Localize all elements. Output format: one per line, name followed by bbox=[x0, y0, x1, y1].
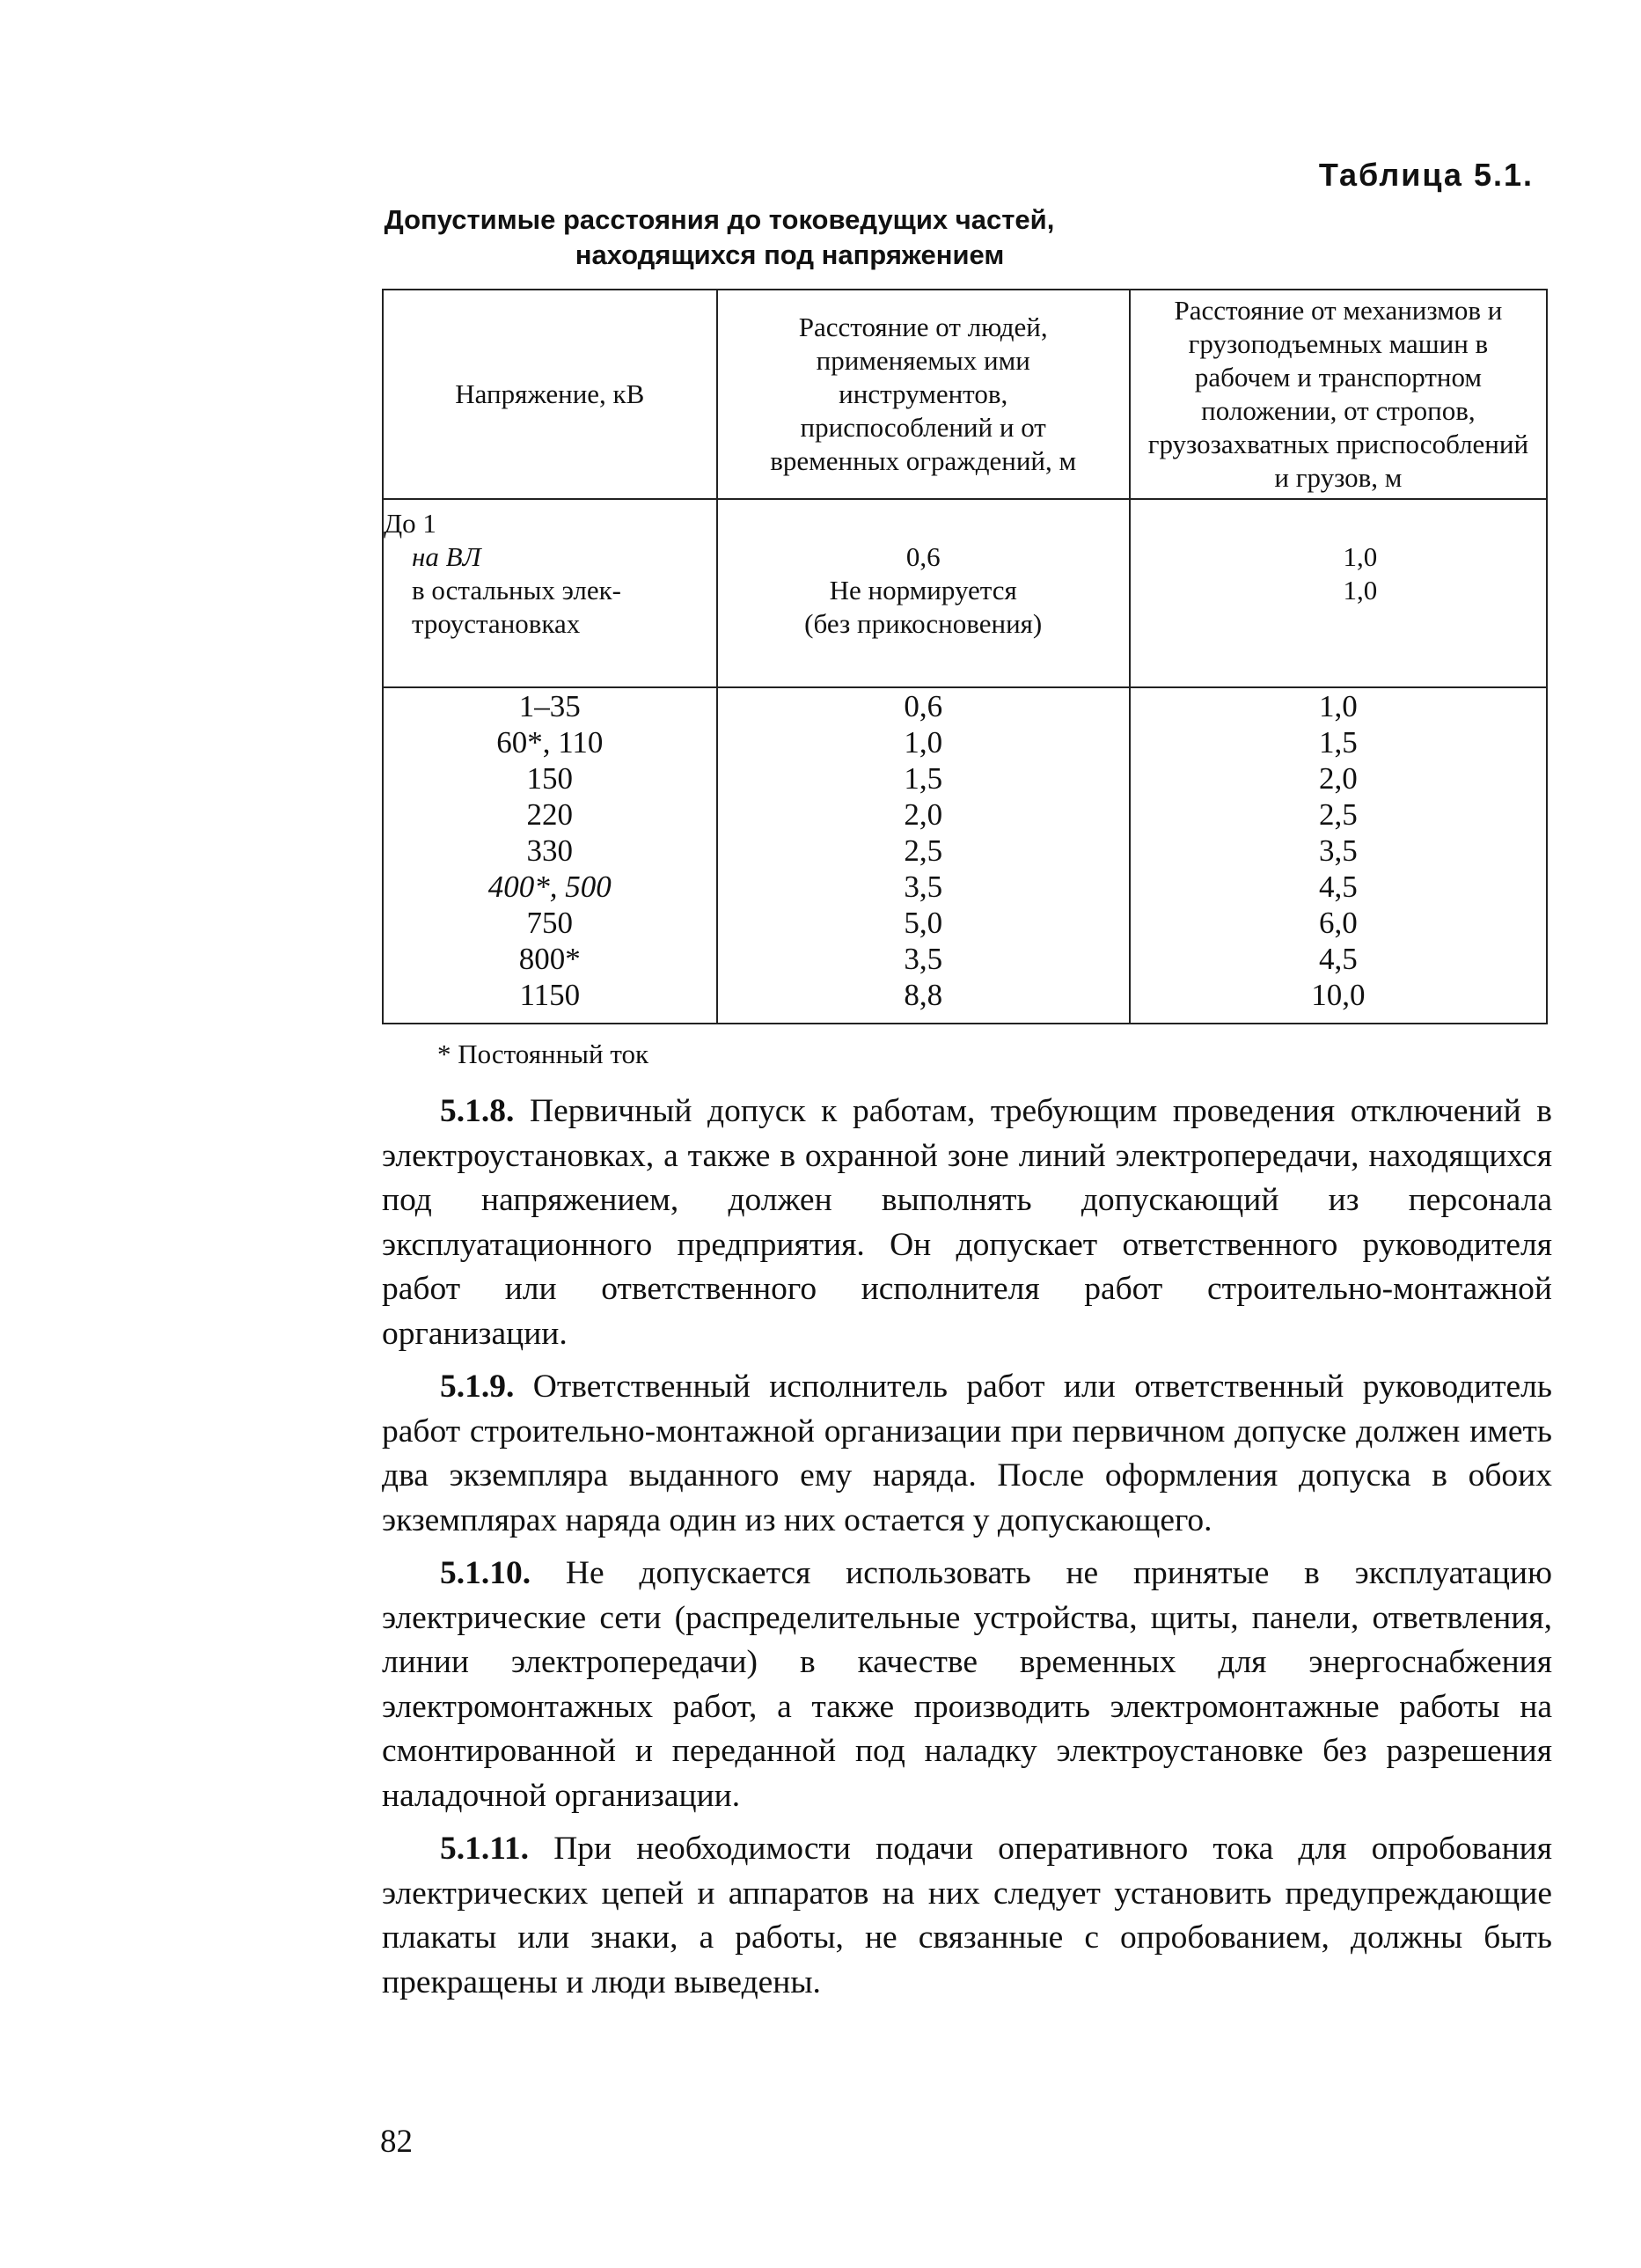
low-voltage-row bbox=[383, 499, 1547, 687]
header-machine-distance: Расстояние от механизмов и грузоподъемных машин в рабочем и транспортном положении, от стропов, грузозахватных приспособлений и грузов, м bbox=[1130, 290, 1547, 499]
clause-number: 5.1.8. bbox=[440, 1093, 515, 1129]
other-installations-label-2: троустановках bbox=[412, 608, 581, 639]
people-distance-value: 0,6 bbox=[904, 689, 943, 723]
clause-text: При необходимости подачи оперативного тока для опробования электрических цепей и аппаратов на них следует установить предупреждающие плакаты или знаки, а работы, не связанные с опробованием, должны быть прекращены и люди выведены. bbox=[382, 1831, 1552, 2000]
low-voltage-labels bbox=[383, 499, 717, 687]
other-installations-label-1: в остальных элек- bbox=[412, 575, 622, 606]
other-people-value-2: (без прикосновения) bbox=[804, 608, 1043, 639]
table-caption-line-2: находящихся под напряжением bbox=[575, 239, 1005, 270]
people-distance-value: 2,5 bbox=[904, 833, 943, 868]
people-distance-value: 8,8 bbox=[904, 978, 943, 1012]
machine-distance-value: 1,0 bbox=[1319, 689, 1358, 723]
machine-distance-value: 3,5 bbox=[1319, 833, 1358, 868]
machine-distance-value: 2,0 bbox=[1319, 761, 1358, 796]
machine-distance-value: 6,0 bbox=[1319, 906, 1358, 940]
voltage-value: 800* bbox=[518, 942, 581, 976]
header-people-distance: Расстояние от людей, применяемых ими инструментов, приспособлений и от временных ограждений, м bbox=[717, 290, 1130, 499]
people-distance-value: 5,0 bbox=[904, 906, 943, 940]
other-people-value-1: Не нормируется bbox=[829, 575, 1017, 606]
machine-distance-value: 1,5 bbox=[1319, 725, 1358, 760]
table-caption-line-1: Допустимые расстояния до токоведущих частей, bbox=[384, 204, 1055, 235]
clause-text: Первичный допуск к работам, требующим проведения отключений в электроустановках, а также в охранной зоне линий электропередачи, находящихся под напряжением, должен выполнять допускающий из персонала эксплуатационного предприятия. Он допускает ответственного руководителя работ или ответственного исполнителя работ строительно-монтажной организации. bbox=[382, 1093, 1552, 1352]
low-voltage-people bbox=[717, 499, 1130, 687]
voltage-value: 400*, 500 bbox=[487, 870, 612, 904]
voltage-value: 1–35 bbox=[518, 689, 581, 723]
body-text bbox=[382, 1090, 1552, 2005]
paragraph-5-1-11 bbox=[382, 1827, 1552, 2005]
low-voltage-title: До 1 bbox=[384, 508, 436, 539]
table-header-row bbox=[383, 290, 1547, 499]
people-distance-value: 3,5 bbox=[904, 942, 943, 976]
table-footnote: * Постоянный ток bbox=[437, 1039, 649, 1069]
voltage-value: 150 bbox=[526, 761, 574, 796]
people-distance-value: 3,5 bbox=[904, 870, 943, 904]
voltage-value: 1150 bbox=[519, 978, 581, 1012]
machine-distance-column bbox=[1130, 687, 1547, 1024]
paragraph-5-1-8 bbox=[382, 1090, 1552, 1356]
machine-distance-value: 4,5 bbox=[1319, 870, 1358, 904]
table-caption bbox=[0, 202, 1641, 273]
other-machines-value: 1,0 bbox=[1343, 575, 1378, 606]
page-number: 82 bbox=[380, 2124, 413, 2160]
clause-text: Ответственный исполнитель работ или ответственный руководитель работ строительно-монтажной организации при первичном допуске должен иметь два экземпляра выданного ему наряда. После оформления допуска в обоих экземплярах наряда один из них остается у допускающего. bbox=[382, 1369, 1552, 1538]
people-distance-column bbox=[717, 687, 1130, 1024]
low-voltage-machines bbox=[1130, 499, 1547, 687]
overhead-machines-value: 1,0 bbox=[1343, 541, 1378, 572]
paragraph-5-1-10 bbox=[382, 1552, 1552, 1818]
people-distance-value: 1,5 bbox=[904, 761, 943, 796]
machine-distance-value: 10,0 bbox=[1311, 978, 1366, 1012]
machine-distance-value: 2,5 bbox=[1319, 797, 1358, 832]
voltage-value: 330 bbox=[526, 833, 574, 868]
high-voltage-row bbox=[383, 687, 1547, 1024]
clause-text: Не допускается использовать не принятые в эксплуатацию электрические сети (распределительные устройства, щиты, панели, ответвления, линии электропередачи) в качестве временных для энергоснабжения электромонтажных работ, а также производить электромонтажные работы на смонтированной и переданной под наладку электроустановке без разрешения наладочной организации. bbox=[382, 1555, 1552, 1814]
table-label: Таблица 5.1. bbox=[1318, 157, 1534, 193]
overhead-line-label: на ВЛ bbox=[412, 541, 481, 572]
clause-number: 5.1.9. bbox=[440, 1369, 515, 1405]
clause-number: 5.1.11. bbox=[440, 1831, 530, 1867]
people-distance-value: 1,0 bbox=[904, 725, 943, 760]
voltage-value: 220 bbox=[526, 797, 574, 832]
header-voltage: Напряжение, кВ bbox=[383, 290, 717, 499]
overhead-people-value: 0,6 bbox=[905, 541, 941, 572]
people-distance-value: 2,0 bbox=[904, 797, 943, 832]
voltage-value: 750 bbox=[526, 906, 574, 940]
clause-number: 5.1.10. bbox=[440, 1555, 531, 1591]
voltage-column bbox=[383, 687, 717, 1024]
paragraph-5-1-9 bbox=[382, 1365, 1552, 1543]
voltage-value: 60*, 110 bbox=[496, 725, 604, 760]
distances-table bbox=[382, 289, 1548, 1024]
machine-distance-value: 4,5 bbox=[1319, 942, 1358, 976]
